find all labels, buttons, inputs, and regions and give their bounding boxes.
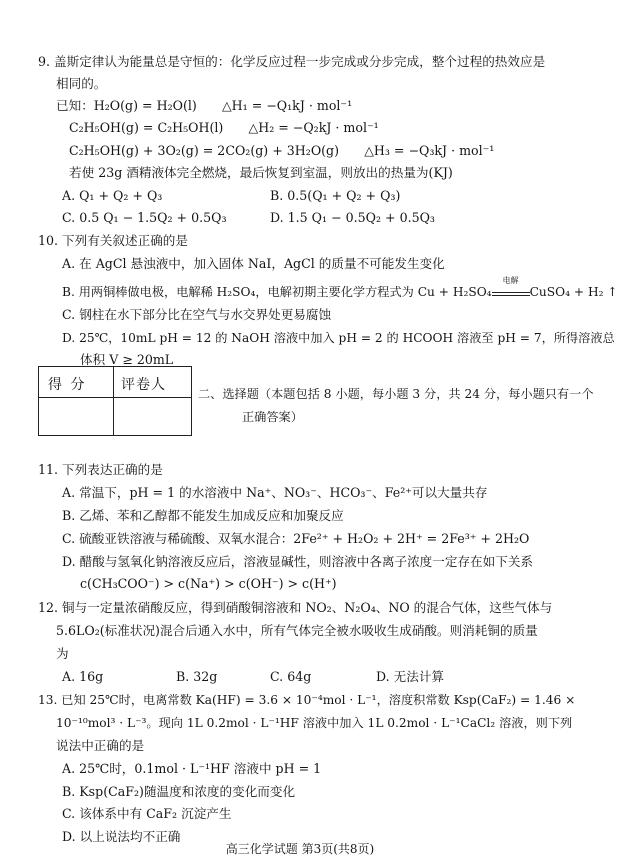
q9-option-b: B. 0.5(Q₁ + Q₂ + Q₃): [270, 188, 401, 203]
q12-stem-line-2: 5.6LO₂(标准状况)混合后通入水中，所有气体完全被水吸收生成硝酸。则消耗铜的质量: [56, 623, 538, 638]
q9-stem-line-1: 9. 盖斯定律认为能量总是守恒的：化学反应过程一步完成或分步完成，整个过程的热效应是: [38, 54, 546, 69]
q13-stem-line-1: 13. 已知 25℃时，电离常数 Ka(HF) = 3.6 × 10⁻⁴mol · L⁻¹，溶度积常数 Ksp(CaF₂) = 1.46 ×: [38, 693, 576, 707]
page-footer: 高三化学试题 第3页(共8页): [225, 842, 375, 856]
q12-option-b: B. 32g: [176, 669, 218, 684]
q11-option-d-line-1: D. 醋酸与氢氧化钠溶液反应后，溶液显碱性，则溶液中各离子浓度一定存在如下关系: [62, 554, 534, 569]
q9-known-1: 已知：H₂O(g) = H₂O(l) △H₁ = −Q₁kJ · mol⁻¹: [56, 98, 353, 113]
q11-option-c: C. 硫酸亚铁溶液与稀硫酸、双氧水混合：2Fe²⁺ + H₂O₂ + 2H⁺ = 2Fe³⁺ + 2H₂O: [62, 531, 530, 546]
q9-question: 若使 23g 酒精液体完全燃烧，最后恢复到室温，则放出的热量为(KJ): [69, 165, 453, 180]
q10-option-c: C. 钢柱在水下部分比在空气与水交界处更易腐蚀: [62, 307, 332, 322]
electrolysis-condition: 电解: [502, 276, 519, 285]
q11-option-b: B. 乙烯、苯和乙醇都不能发生加成反应和加聚反应: [62, 508, 344, 523]
q9-option-d: D. 1.5 Q₁ − 0.5Q₂ + 0.5Q₃: [270, 210, 435, 225]
score-box-divider-horizontal: [39, 397, 191, 398]
q9-known-3: C₂H₅OH(g) + 3O₂(g) = 2CO₂(g) + 3H₂O(g) △H₃ = −Q₃kJ · mol⁻¹: [69, 143, 495, 158]
section-2-heading-line-2: 正确答案）: [242, 410, 303, 424]
q9-stem-line-2: 相同的。: [56, 76, 107, 91]
q11-option-d-line-2: c(CH₃COO⁻) > c(Na⁺) > c(OH⁻) > c(H⁺): [80, 576, 337, 591]
q9-option-c: C. 0.5 Q₁ − 1.5Q₂ + 0.5Q₃: [62, 210, 227, 225]
score-box: [38, 366, 192, 436]
q12-option-d: D. 无法计算: [376, 669, 445, 684]
q10-stem: 10. 下列有关叙述正确的是: [38, 233, 188, 248]
q10-option-d-line-1: D. 25℃，10mL pH = 12 的 NaOH 溶液中加入 pH = 2 的 HCOOH 溶液至 pH = 7，所得溶液总: [62, 331, 615, 345]
score-label: 得 分: [48, 377, 87, 393]
q13-option-b: B. Ksp(CaF₂)随温度和浓度的变化而变化: [62, 784, 296, 799]
q9-known-2: C₂H₅OH(g) = C₂H₅OH(l) △H₂ = −Q₂kJ · mol⁻¹: [69, 120, 379, 135]
grader-label: 评卷人: [121, 377, 166, 393]
q13-option-d: D. 以上说法均不正确: [62, 829, 181, 844]
q12-option-a: A. 16g: [62, 669, 104, 684]
q13-option-a: A. 25℃时，0.1mol · L⁻¹HF 溶液中 pH = 1: [62, 761, 322, 776]
q12-stem-line-3: 为: [56, 646, 69, 661]
electrolysis-arrow: [492, 276, 530, 296]
q10-option-b-reactants: B. 用两铜棒做电极，电解稀 H₂SO₄，电解初期主要化学方程式为 Cu + H₂SO₄: [62, 285, 492, 299]
q10-option-b: [62, 276, 618, 300]
q12-stem-line-1: 12. 铜与一定量浓硝酸反应，得到硝酸铜溶液和 NO₂、N₂O₄、NO 的混合气体，这些气体与: [38, 600, 553, 615]
score-box-divider-vertical: [113, 367, 114, 435]
q12-option-c: C. 64g: [270, 669, 312, 684]
section-2-heading-line-1: 二、选择题（本题包括 8 小题，每小题 3 分，共 24 分，每小题只有一个: [198, 387, 594, 401]
q13-stem-line-3: 说法中正确的是: [56, 738, 145, 753]
q10-option-b-products: CuSO₄ + H₂ ↑: [529, 285, 618, 299]
q9-option-a: A. Q₁ + Q₂ + Q₃: [62, 188, 163, 203]
q13-stem-line-2: 10⁻¹⁰mol³ · L⁻³。现向 1L 0.2mol · L⁻¹HF 溶液中加入 1L 0.2mol · L⁻¹CaCl₂ 溶液，则下列: [56, 716, 573, 730]
q11-stem: 11. 下列表达正确的是: [38, 462, 163, 477]
q10-option-a: A. 在 AgCl 悬浊液中，加入固体 NaI，AgCl 的质量不可能发生变化: [62, 256, 445, 271]
q11-option-a: A. 常温下，pH = 1 的水溶液中 Na⁺、NO₃⁻、HCO₃⁻、Fe²⁺可以大量共存: [62, 485, 488, 500]
q13-option-c: C. 该体系中有 CaF₂ 沉淀产生: [62, 806, 232, 821]
q10-option-d-line-2: 体积 V ≥ 20mL: [80, 352, 174, 367]
